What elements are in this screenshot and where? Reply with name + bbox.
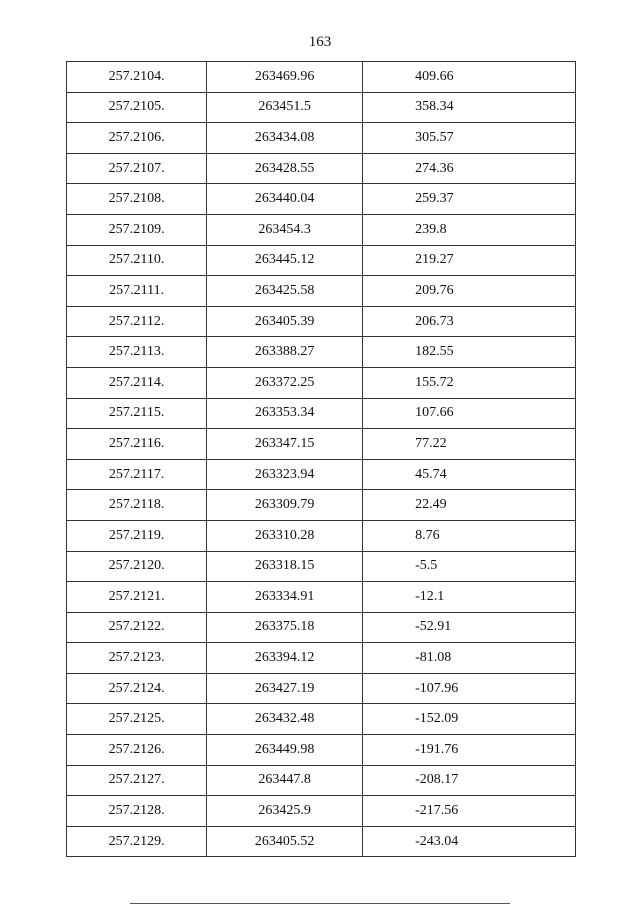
y-coordinate-cell: -107.96 — [363, 673, 576, 704]
table-row — [67, 62, 576, 93]
table-row — [67, 398, 576, 429]
point-number-cell: 257.2123. — [67, 643, 207, 674]
point-number-cell: 257.2129. — [67, 826, 207, 857]
table-row — [67, 765, 576, 796]
point-number-cell: 257.2118. — [67, 490, 207, 521]
point-number-cell: 257.2116. — [67, 429, 207, 460]
x-coordinate-cell: 263309.79 — [207, 490, 363, 521]
point-number-cell: 257.2117. — [67, 459, 207, 490]
table-row — [67, 459, 576, 490]
y-coordinate-cell: 305.57 — [363, 123, 576, 154]
point-number-cell: 257.2109. — [67, 214, 207, 245]
table-row — [67, 184, 576, 215]
x-coordinate-cell: 263451.5 — [207, 92, 363, 123]
y-coordinate-cell: -208.17 — [363, 765, 576, 796]
point-number-cell: 257.2120. — [67, 551, 207, 582]
point-number-cell: 257.2106. — [67, 123, 207, 154]
point-number-cell: 257.2104. — [67, 62, 207, 93]
x-coordinate-cell: 263372.25 — [207, 367, 363, 398]
x-coordinate-cell: 263447.8 — [207, 765, 363, 796]
y-coordinate-cell: 77.22 — [363, 429, 576, 460]
coordinates-table-body — [67, 62, 576, 857]
table-row — [67, 704, 576, 735]
table-row — [67, 735, 576, 766]
point-number-cell: 257.2113. — [67, 337, 207, 368]
point-number-cell: 257.2119. — [67, 520, 207, 551]
table-row — [67, 673, 576, 704]
y-coordinate-cell: 155.72 — [363, 367, 576, 398]
y-coordinate-cell: -243.04 — [363, 826, 576, 857]
y-coordinate-cell: -191.76 — [363, 735, 576, 766]
y-coordinate-cell: -12.1 — [363, 582, 576, 613]
x-coordinate-cell: 263434.08 — [207, 123, 363, 154]
y-coordinate-cell: 22.49 — [363, 490, 576, 521]
x-coordinate-cell: 263394.12 — [207, 643, 363, 674]
x-coordinate-cell: 263347.15 — [207, 429, 363, 460]
y-coordinate-cell: 107.66 — [363, 398, 576, 429]
y-coordinate-cell: -5.5 — [363, 551, 576, 582]
table-row — [67, 582, 576, 613]
y-coordinate-cell: -217.56 — [363, 796, 576, 827]
x-coordinate-cell: 263428.55 — [207, 153, 363, 184]
table-row — [67, 337, 576, 368]
point-number-cell: 257.2126. — [67, 735, 207, 766]
point-number-cell: 257.2127. — [67, 765, 207, 796]
table-row — [67, 826, 576, 857]
x-coordinate-cell: 263469.96 — [207, 62, 363, 93]
table-row — [67, 306, 576, 337]
y-coordinate-cell: 239.8 — [363, 214, 576, 245]
y-coordinate-cell: 274.36 — [363, 153, 576, 184]
table-row — [67, 153, 576, 184]
y-coordinate-cell: 209.76 — [363, 276, 576, 307]
x-coordinate-cell: 263318.15 — [207, 551, 363, 582]
table-row — [67, 92, 576, 123]
table-row — [67, 245, 576, 276]
y-coordinate-cell: 206.73 — [363, 306, 576, 337]
y-coordinate-cell: -152.09 — [363, 704, 576, 735]
table-row — [67, 643, 576, 674]
y-coordinate-cell: 219.27 — [363, 245, 576, 276]
x-coordinate-cell: 263323.94 — [207, 459, 363, 490]
point-number-cell: 257.2110. — [67, 245, 207, 276]
x-coordinate-cell: 263405.52 — [207, 826, 363, 857]
y-coordinate-cell: 8.76 — [363, 520, 576, 551]
table-row — [67, 520, 576, 551]
x-coordinate-cell: 263425.9 — [207, 796, 363, 827]
point-number-cell: 257.2121. — [67, 582, 207, 613]
table-row — [67, 276, 576, 307]
table-row — [67, 214, 576, 245]
point-number-cell: 257.2124. — [67, 673, 207, 704]
y-coordinate-cell: 259.37 — [363, 184, 576, 215]
x-coordinate-cell: 263449.98 — [207, 735, 363, 766]
x-coordinate-cell: 263405.39 — [207, 306, 363, 337]
x-coordinate-cell: 263425.58 — [207, 276, 363, 307]
table-row — [67, 612, 576, 643]
point-number-cell: 257.2108. — [67, 184, 207, 215]
x-coordinate-cell: 263454.3 — [207, 214, 363, 245]
point-number-cell: 257.2112. — [67, 306, 207, 337]
x-coordinate-cell: 263310.28 — [207, 520, 363, 551]
point-number-cell: 257.2125. — [67, 704, 207, 735]
y-coordinate-cell: -52.91 — [363, 612, 576, 643]
x-coordinate-cell: 263445.12 — [207, 245, 363, 276]
page-number: 163 — [308, 34, 332, 50]
x-coordinate-cell: 263427.19 — [207, 673, 363, 704]
bottom-divider — [130, 903, 510, 904]
point-number-cell: 257.2128. — [67, 796, 207, 827]
table-row — [67, 796, 576, 827]
x-coordinate-cell: 263440.04 — [207, 184, 363, 215]
point-number-cell: 257.2105. — [67, 92, 207, 123]
table-row — [67, 367, 576, 398]
y-coordinate-cell: -81.08 — [363, 643, 576, 674]
y-coordinate-cell: 358.34 — [363, 92, 576, 123]
coordinates-table — [66, 61, 576, 857]
point-number-cell: 257.2111. — [67, 276, 207, 307]
y-coordinate-cell: 45.74 — [363, 459, 576, 490]
table-row — [67, 429, 576, 460]
point-number-cell: 257.2107. — [67, 153, 207, 184]
table-row — [67, 490, 576, 521]
x-coordinate-cell: 263388.27 — [207, 337, 363, 368]
y-coordinate-cell: 182.55 — [363, 337, 576, 368]
table-row — [67, 123, 576, 154]
x-coordinate-cell: 263432.48 — [207, 704, 363, 735]
y-coordinate-cell: 409.66 — [363, 62, 576, 93]
point-number-cell: 257.2114. — [67, 367, 207, 398]
x-coordinate-cell: 263375.18 — [207, 612, 363, 643]
table-row — [67, 551, 576, 582]
x-coordinate-cell: 263353.34 — [207, 398, 363, 429]
x-coordinate-cell: 263334.91 — [207, 582, 363, 613]
point-number-cell: 257.2115. — [67, 398, 207, 429]
point-number-cell: 257.2122. — [67, 612, 207, 643]
